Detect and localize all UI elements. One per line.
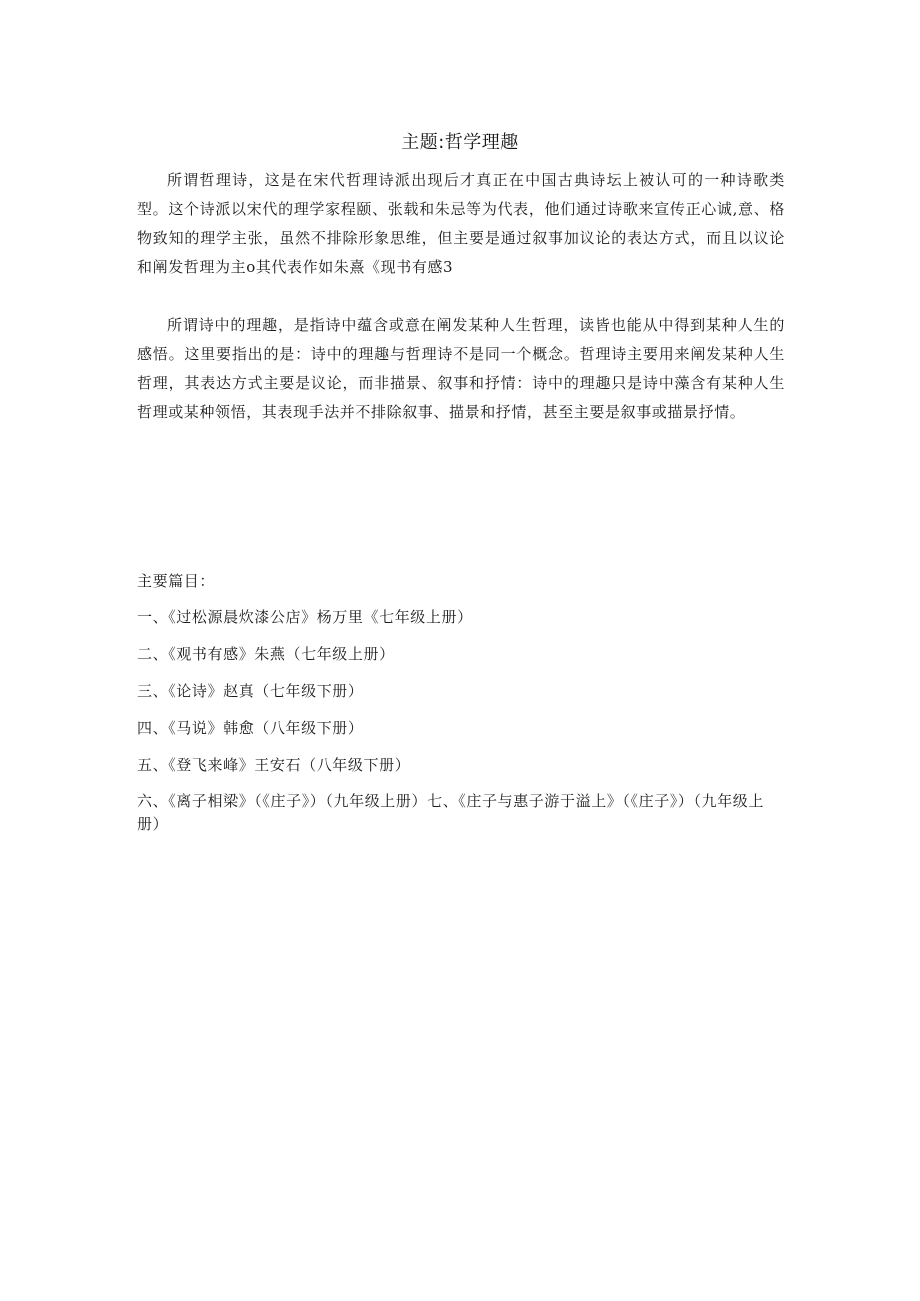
paragraph-philosophical-poetry: 所谓哲理诗，这是在宋代哲理诗派出现后才真正在中国古典诗坛上被认可的一种诗歌类型。这个诗派以宋代的理学家程颐、张载和朱忌等为代表，他们通过诗歌来宣传正心诚,意、格物致知的理学主张，虽然不排除形象思维，但主要是通过叙事加议论的表达方式，而且以议论和阐发哲理为主o其代表作如朱熹《现书有感3: [137, 171, 785, 276]
list-item: 四、《马说》韩愈（八年级下册）: [137, 719, 364, 737]
list-item: 三、《论诗》赵真（七年级下册）: [137, 682, 364, 700]
list-item: 二、《观书有感》朱燕（七年级上册）: [137, 645, 395, 663]
works-list: [137, 605, 777, 849]
list-item: 五、《登飞来峰》王安石（八年级下册）: [137, 756, 411, 774]
list-heading: 主要篇目：: [137, 572, 216, 590]
list-item: 一、《过松源晨炊漆公店》杨万里《七年级上册）: [137, 608, 473, 626]
paragraph-poetic-reason: 所谓诗中的理趣，是指诗中蕴含或意在阐发某种人生哲理，读皆也能从中得到某种人生的感悟。这里要指出的是：诗中的理趣与哲理诗不是同一个概念。哲理诗主要用来阐发某种人生哲理，其表达方式主要是议论，而非描景、叙事和抒情：诗中的理趣只是诗中藻含有某种人生哲理或某种领悟，其表现手法并不排除叙事、描景和抒情，甚至主要是叙事或描景抒情。: [137, 316, 785, 421]
list-item: 六、《离子相梁》（《庄子》）（九年级上册）七、《庄子与惠子游于溢上》（《庄子》）（九年级上册）: [137, 792, 765, 833]
document-title: 主题:哲学理趣: [401, 132, 519, 153]
